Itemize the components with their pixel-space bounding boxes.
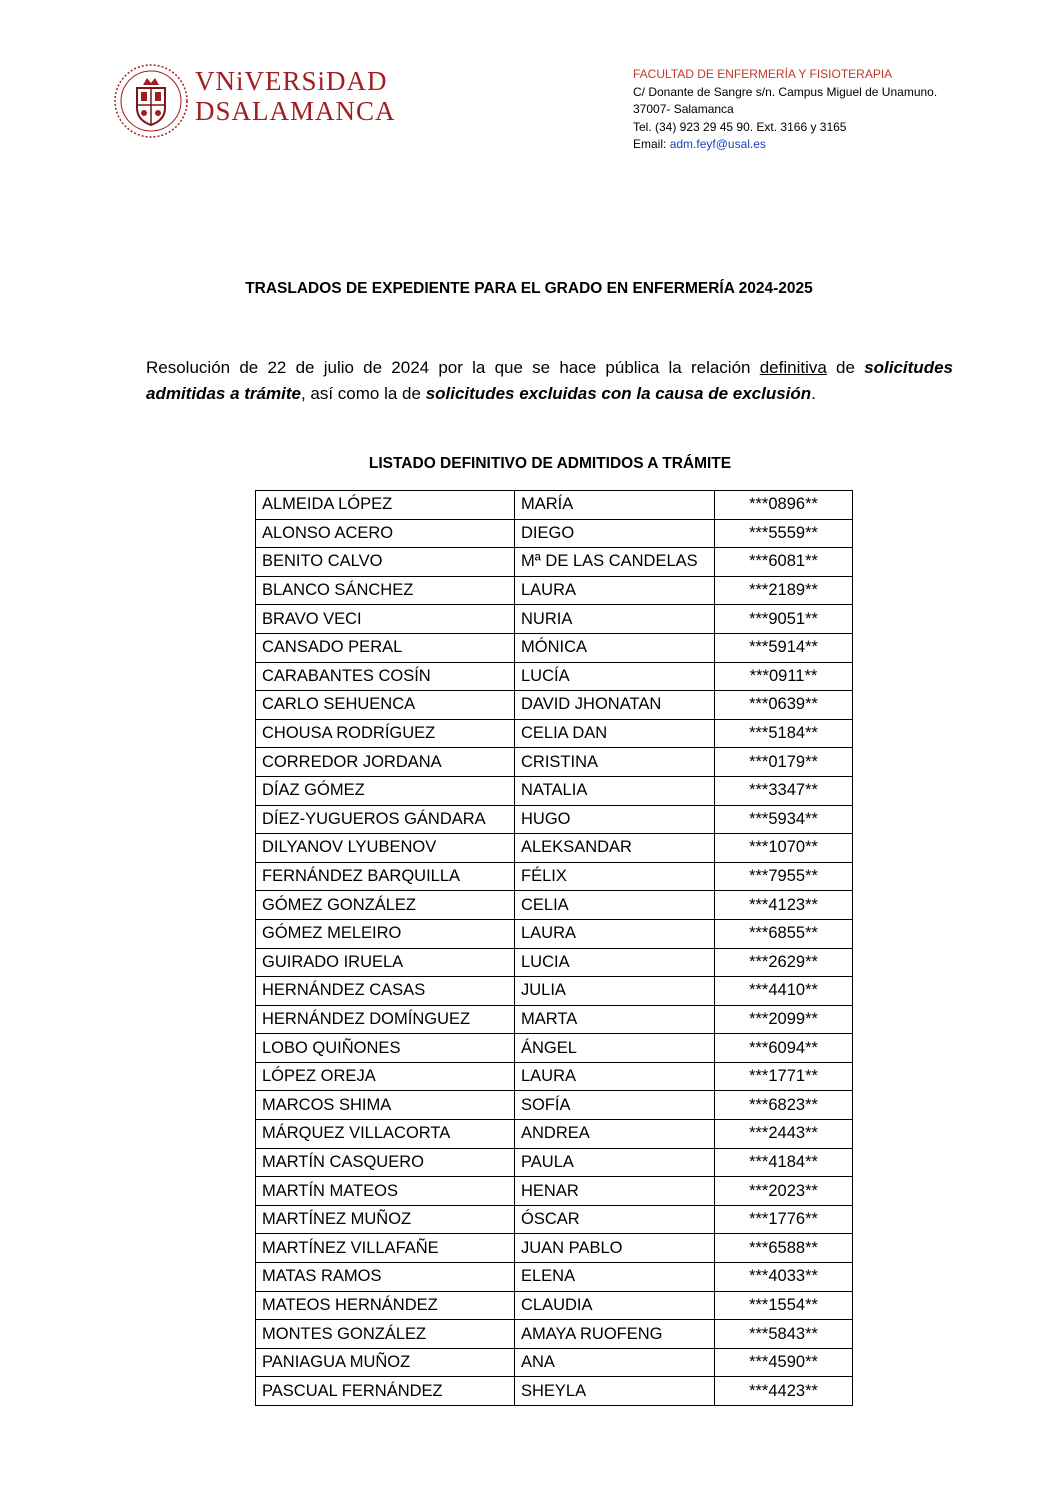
name-cell: Mª DE LAS CANDELAS xyxy=(515,548,715,577)
table-row xyxy=(256,891,853,920)
surname-cell: FERNÁNDEZ BARQUILLA xyxy=(256,862,515,891)
table-row xyxy=(256,834,853,863)
id-cell: ***0639** xyxy=(715,691,853,720)
name-cell: CELIA xyxy=(515,891,715,920)
table-row xyxy=(256,1034,853,1063)
name-cell: ÓSCAR xyxy=(515,1205,715,1234)
id-cell: ***7955** xyxy=(715,862,853,891)
name-cell: ANA xyxy=(515,1348,715,1377)
surname-cell: CHOUSA RODRÍGUEZ xyxy=(256,719,515,748)
surname-cell: GUIRADO IRUELA xyxy=(256,948,515,977)
name-cell: CELIA DAN xyxy=(515,719,715,748)
name-cell: ANDREA xyxy=(515,1120,715,1149)
wordmark-line-1: VNiVERSiDAD xyxy=(195,66,388,96)
id-cell: ***2189** xyxy=(715,576,853,605)
name-cell: NATALIA xyxy=(515,776,715,805)
contact-block xyxy=(633,66,937,154)
email-label: Email: xyxy=(633,137,670,152)
resolution-text-3: , así como la de xyxy=(300,384,426,403)
surname-cell: CARLO SEHUENCA xyxy=(256,691,515,720)
surname-cell: MARTÍNEZ VILLAFAÑE xyxy=(256,1234,515,1263)
surname-cell: ALMEIDA LÓPEZ xyxy=(256,491,515,520)
table-row xyxy=(256,948,853,977)
table-row xyxy=(256,662,853,691)
surname-cell: ALONSO ACERO xyxy=(256,519,515,548)
table-row xyxy=(256,1091,853,1120)
table-row xyxy=(256,1291,853,1320)
table-row xyxy=(256,1148,853,1177)
table-row xyxy=(256,862,853,891)
id-cell: ***4423** xyxy=(715,1377,853,1406)
university-wordmark xyxy=(195,66,396,126)
table-row xyxy=(256,719,853,748)
city-line: 37007- Salamanca xyxy=(633,102,734,117)
admitted-table-body xyxy=(256,491,853,1406)
name-cell: LUCÍA xyxy=(515,662,715,691)
table-row xyxy=(256,1062,853,1091)
id-cell: ***2443** xyxy=(715,1120,853,1149)
surname-cell: CANSADO PERAL xyxy=(256,633,515,662)
surname-cell: GÓMEZ MELEIRO xyxy=(256,919,515,948)
name-cell: LAURA xyxy=(515,1062,715,1091)
surname-cell: CARABANTES COSÍN xyxy=(256,662,515,691)
name-cell: HUGO xyxy=(515,805,715,834)
resolution-underlined: definitiva xyxy=(759,358,827,377)
surname-cell: DÍEZ-YUGUEROS GÁNDARA xyxy=(256,805,515,834)
name-cell: PAULA xyxy=(515,1148,715,1177)
id-cell: ***9051** xyxy=(715,605,853,634)
id-cell: ***5184** xyxy=(715,719,853,748)
table-row xyxy=(256,1234,853,1263)
phone-line: Tel. (34) 923 29 45 90. Ext. 3166 y 3165 xyxy=(633,119,847,134)
name-cell: MARTA xyxy=(515,1005,715,1034)
email-link[interactable]: adm.feyf@usal.es xyxy=(669,137,766,152)
name-cell: MARÍA xyxy=(515,491,715,520)
id-cell: ***4123** xyxy=(715,891,853,920)
name-cell: SOFÍA xyxy=(515,1091,715,1120)
table-row xyxy=(256,1120,853,1149)
resolution-bold-2: solicitudes excluidas con la causa de exclusión xyxy=(425,384,812,403)
table-row xyxy=(256,1263,853,1292)
id-cell: ***0896** xyxy=(715,491,853,520)
table-row xyxy=(256,519,853,548)
name-cell: DIEGO xyxy=(515,519,715,548)
faculty-name: FACULTAD DE ENFERMERÍA Y FISIOTERAPIA xyxy=(633,67,893,81)
name-cell: LAURA xyxy=(515,919,715,948)
table-row xyxy=(256,605,853,634)
surname-cell: LOBO QUIÑONES xyxy=(256,1034,515,1063)
document-title: TRASLADOS DE EXPEDIENTE PARA EL GRADO EN ENFERMERÍA 2024-2025 xyxy=(245,280,813,297)
name-cell: CLAUDIA xyxy=(515,1291,715,1320)
id-cell: ***4184** xyxy=(715,1148,853,1177)
surname-cell: LÓPEZ OREJA xyxy=(256,1062,515,1091)
id-cell: ***6081** xyxy=(715,548,853,577)
id-cell: ***6855** xyxy=(715,919,853,948)
table-row xyxy=(256,805,853,834)
surname-cell: GÓMEZ GONZÁLEZ xyxy=(256,891,515,920)
surname-cell: PASCUAL FERNÁNDEZ xyxy=(256,1377,515,1406)
name-cell: ALEKSANDAR xyxy=(515,834,715,863)
surname-cell: HERNÁNDEZ DOMÍNGUEZ xyxy=(256,1005,515,1034)
surname-cell: DILYANOV LYUBENOV xyxy=(256,834,515,863)
table-row xyxy=(256,919,853,948)
surname-cell: MARTÍN CASQUERO xyxy=(256,1148,515,1177)
table-row xyxy=(256,748,853,777)
surname-cell: CORREDOR JORDANA xyxy=(256,748,515,777)
admitted-table xyxy=(255,490,853,1406)
id-cell: ***6823** xyxy=(715,1091,853,1120)
address-line: C/ Donante de Sangre s/n. Campus Miguel de Unamuno. xyxy=(633,84,938,99)
name-cell: FÉLIX xyxy=(515,862,715,891)
email-line xyxy=(633,136,937,154)
table-row xyxy=(256,691,853,720)
table-row xyxy=(256,1177,853,1206)
id-cell: ***2099** xyxy=(715,1005,853,1034)
surname-cell: MÁRQUEZ VILLACORTA xyxy=(256,1120,515,1149)
list-title: LISTADO DEFINITIVO DE ADMITIDOS A TRÁMITE xyxy=(368,455,732,472)
table-row xyxy=(256,548,853,577)
name-cell: JUAN PABLO xyxy=(515,1234,715,1263)
surname-cell: DÍAZ GÓMEZ xyxy=(256,776,515,805)
resolution-text-1: Resolución de 22 de julio de 2024 por la que se hace pública la relación xyxy=(146,358,760,377)
id-cell: ***3347** xyxy=(715,776,853,805)
table-row xyxy=(256,776,853,805)
name-cell: CRISTINA xyxy=(515,748,715,777)
surname-cell: BRAVO VECI xyxy=(256,605,515,634)
name-cell: HENAR xyxy=(515,1177,715,1206)
id-cell: ***1070** xyxy=(715,834,853,863)
id-cell: ***5843** xyxy=(715,1320,853,1349)
id-cell: ***5559** xyxy=(715,519,853,548)
name-cell: LAURA xyxy=(515,576,715,605)
surname-cell: PANIAGUA MUÑOZ xyxy=(256,1348,515,1377)
table-row xyxy=(256,491,853,520)
table-row xyxy=(256,1320,853,1349)
name-cell: DAVID JHONATAN xyxy=(515,691,715,720)
surname-cell: MATEOS HERNÁNDEZ xyxy=(256,1291,515,1320)
surname-cell: MARCOS SHIMA xyxy=(256,1091,515,1120)
name-cell: MÓNICA xyxy=(515,633,715,662)
id-cell: ***4033** xyxy=(715,1263,853,1292)
surname-cell: MONTES GONZÁLEZ xyxy=(256,1320,515,1349)
id-cell: ***5914** xyxy=(715,633,853,662)
surname-cell: MARTÍNEZ MUÑOZ xyxy=(256,1205,515,1234)
name-cell: LUCIA xyxy=(515,948,715,977)
table-row xyxy=(256,1348,853,1377)
name-cell: NURIA xyxy=(515,605,715,634)
id-cell: ***5934** xyxy=(715,805,853,834)
wordmark-line-2: DSALAMANCA xyxy=(195,96,396,126)
id-cell: ***6588** xyxy=(715,1234,853,1263)
id-cell: ***4410** xyxy=(715,977,853,1006)
surname-cell: HERNÁNDEZ CASAS xyxy=(256,977,515,1006)
id-cell: ***1554** xyxy=(715,1291,853,1320)
id-cell: ***0179** xyxy=(715,748,853,777)
table-row xyxy=(256,977,853,1006)
surname-cell: MATAS RAMOS xyxy=(256,1263,515,1292)
surname-cell: BENITO CALVO xyxy=(256,548,515,577)
table-row xyxy=(256,633,853,662)
name-cell: AMAYA RUOFENG xyxy=(515,1320,715,1349)
resolution-text-2: de xyxy=(826,358,865,377)
id-cell: ***4590** xyxy=(715,1348,853,1377)
name-cell: JULIA xyxy=(515,977,715,1006)
table-row xyxy=(256,1377,853,1406)
id-cell: ***1776** xyxy=(715,1205,853,1234)
resolution-paragraph xyxy=(146,355,953,407)
id-cell: ***6094** xyxy=(715,1034,853,1063)
resolution-text-4: . xyxy=(811,384,816,403)
id-cell: ***2629** xyxy=(715,948,853,977)
id-cell: ***1771** xyxy=(715,1062,853,1091)
surname-cell: MARTÍN MATEOS xyxy=(256,1177,515,1206)
id-cell: ***0911** xyxy=(715,662,853,691)
name-cell: ÁNGEL xyxy=(515,1034,715,1063)
university-seal-icon xyxy=(112,62,190,140)
table-row xyxy=(256,1205,853,1234)
surname-cell: BLANCO SÁNCHEZ xyxy=(256,576,515,605)
resolution-bold-1: solicitudes admitidas a trámite xyxy=(146,358,953,403)
university-logo xyxy=(112,62,402,142)
id-cell: ***2023** xyxy=(715,1177,853,1206)
name-cell: ELENA xyxy=(515,1263,715,1292)
name-cell: SHEYLA xyxy=(515,1377,715,1406)
table-row xyxy=(256,1005,853,1034)
table-row xyxy=(256,576,853,605)
